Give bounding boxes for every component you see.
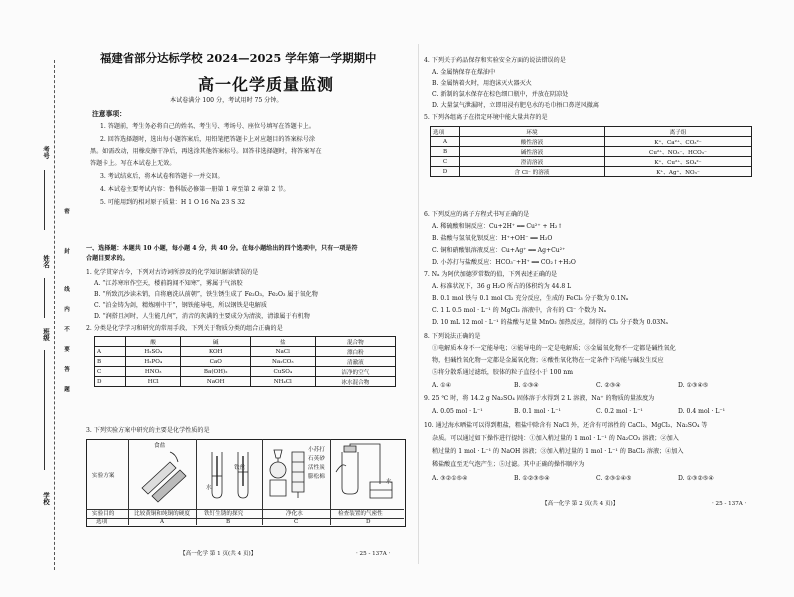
page-separator xyxy=(418,44,419,564)
experiment-a-illustration xyxy=(136,442,192,506)
question-6-option: D. 小苏打与盐酸反应：HCO₃⁻+H⁺ ══ CO₂↑+H₂O xyxy=(432,259,576,266)
paper-code: · 25 - 137A · xyxy=(712,501,747,507)
page-footer: 【高一化学 第 2 页(共 4 页)】 xyxy=(542,501,619,507)
exam-title: 福建省部分达标学校 2024—2025 学年第一学期期中 xyxy=(100,51,377,65)
question-1-option: A. “江苏寒帘作空天，楼前韵闻不知寒”，雾属于气溶胶 xyxy=(94,280,243,287)
experiment-option: D xyxy=(366,519,371,525)
question-1-option: C. “泊金铸为剑，精炼刚中干”，钢铁能导电，所以钢铁是电解质 xyxy=(94,302,267,309)
table-cell: 酸性溶液 xyxy=(460,137,605,147)
table-cell: 碱性溶液 xyxy=(460,147,605,157)
table-cell: 清澈液 xyxy=(315,357,395,367)
table-cell: K⁺、Ca²⁺、CO₃²⁻ xyxy=(605,137,752,147)
table-cell: D xyxy=(431,167,460,177)
seal-char: 要 xyxy=(63,346,69,352)
lab-label: 食盐 xyxy=(154,443,166,449)
question-6-option: A. 稀硫酸和铜反应：Cu+2H⁺ ══ Cu²⁺ + H₂↑ xyxy=(432,223,563,230)
lab-label: 水 xyxy=(386,479,392,485)
question-4-stem: 4. 下列关于药品保存和实验安全方面的说法错误的是 xyxy=(424,57,566,64)
table-cell: H₂SO₄ xyxy=(126,347,181,357)
table-cell: 酸 xyxy=(126,337,181,347)
table-cell: B xyxy=(95,357,126,367)
question-7-option: D. 10 mL 12 mol · L⁻¹ 的盐酸与足量 MnO₂ 加热反应，制得的 Cl₂ 分子数为 0.03Nₐ xyxy=(432,319,668,326)
question-8-option: B. ①③④ xyxy=(514,382,539,389)
table-cell: CuSO₄ xyxy=(250,367,315,377)
question-9-option: D. 0.4 mol · L⁻¹ xyxy=(678,408,726,415)
question-9-option: B. 0.1 mol · L⁻¹ xyxy=(514,408,561,415)
question-10-stem: 杂质。可以通过如下操作进行提纯：①加入稍过量的 1 mol · L⁻¹ 的 Na₂CO₃ 溶液；②加入 xyxy=(432,435,679,442)
question-7-option: C. 1 L 0.5 mol · L⁻¹ 的 MgCl₂ 溶液中，含有的 Cl⁻ 个数为 Nₐ xyxy=(432,307,607,314)
table-cell: NaCl xyxy=(250,347,315,357)
question-10-option: D. ①③②⑤④ xyxy=(678,475,714,482)
table-cell: Ba(OH)₂ xyxy=(181,367,250,377)
gutter-label-school: 学校 xyxy=(42,492,50,505)
table-rule xyxy=(196,439,197,525)
table-rule xyxy=(330,439,331,525)
table-cell: HNO₃ xyxy=(126,367,181,377)
question-10-stem: 10. 通过海水晒盐可以得到粗盐，粗盐中除含有 NaCl 外，还含有可溶性的 CaCl₂、MgCl₂、Na₂SO₄ 等 xyxy=(424,422,708,429)
question-6-stem: 6. 下列反应的离子方程式书写正确的是 xyxy=(424,211,530,218)
note-line: 1. 答题前，考生务必将自己的姓名、考生号、考场号、座位号填写在答题卡上。 xyxy=(100,123,315,130)
table-cell: NaOH xyxy=(181,377,250,387)
question-9-option: C. 0.2 mol · L⁻¹ xyxy=(596,408,643,415)
table-cell: 澄清溶液 xyxy=(460,157,605,167)
table-rule xyxy=(262,439,263,525)
question-8-statement: ①电解质本身不一定能导电；②能导电的一定是电解质；③金属氧化物不一定都是碱性氧化 xyxy=(432,345,676,352)
experiment-option: C xyxy=(294,519,299,525)
page-1 xyxy=(86,44,414,564)
row-label: 实验方案 xyxy=(92,473,115,479)
question-4-option: D. 大量氯气泄漏时，立即用浸有肥皂水的毛巾捂口鼻逆风撤离 xyxy=(432,102,599,109)
question-1-option: D. “润搭且河时，人生能几何”，消音的灰满的主要成分为清淡，清漆属于有机物 xyxy=(94,313,310,320)
table-cell: 漂白粉 xyxy=(315,347,395,357)
question-5-table xyxy=(430,126,752,177)
lab-label: 活性炭 xyxy=(308,465,325,471)
binding-gutter xyxy=(0,0,80,597)
question-10-stem: 稍过量的 1 mol · L⁻¹ 的 NaOH 溶液；③加入稍过量的 1 mol · L⁻¹ 的 BaCl₂ 溶液；④加入 xyxy=(432,448,684,455)
note-line: 4. 本试卷主要考试内容：鲁科版必修第一册第 1 章至第 2 章第 2 节。 xyxy=(100,186,290,193)
question-10-stem: 稀盐酸直至无气泡产生；⑤过滤。其中正确的操作顺序为 xyxy=(432,461,585,468)
question-8-option: D. ①③④⑤ xyxy=(678,382,709,389)
table-cell: B xyxy=(431,147,460,157)
question-8-option: A. ①④ xyxy=(432,382,452,389)
question-8-statement: 物，但碱性氧化物一定都是金属氧化物；④酸性氧化物在一定条件下均能与碱发生反应 xyxy=(432,357,664,364)
note-line: 5. 可能用到的相对原子质量：H 1 O 16 Na 23 S 32 xyxy=(100,199,246,206)
table-cell: KOH xyxy=(181,347,250,357)
table-cell: D xyxy=(95,377,126,387)
table-rule xyxy=(128,439,129,525)
seal-char: 线 xyxy=(63,286,69,292)
question-8-statement: ⑤将分散系通过滤纸，胶体的粒子直径小于 100 nm xyxy=(432,369,573,376)
seal-char: 不 xyxy=(63,326,69,332)
lab-label: 膨松棉 xyxy=(308,474,325,480)
seal-char: 答 xyxy=(63,366,69,372)
table-cell: A xyxy=(95,347,126,357)
notes-heading: 注意事项： xyxy=(92,110,126,118)
table-row xyxy=(431,137,752,147)
question-7-stem: 7. Nₐ 为阿伏加德罗常数的值，下列表述正确的是 xyxy=(424,271,558,278)
seal-dashed-line xyxy=(54,60,55,570)
table-cell: K⁺、Cu²⁺、SO₄²⁻ xyxy=(605,157,752,167)
question-10-option: C. ②③①④⑤ xyxy=(596,475,632,482)
section-heading: 合题目要求的。 xyxy=(86,255,129,262)
seal-char: 内 xyxy=(63,306,69,312)
table-cell: A xyxy=(431,137,460,147)
question-9-option: A. 0.05 mol · L⁻¹ xyxy=(432,408,483,415)
table-cell: C xyxy=(431,157,460,167)
table-row xyxy=(95,377,396,387)
table-cell: C xyxy=(95,367,126,377)
table-row xyxy=(95,347,396,357)
table-cell: Cu²⁺、NO₃⁻、HCO₃⁻ xyxy=(605,147,752,157)
note-line: 答题卡上。写在本试卷上无效。 xyxy=(90,160,176,167)
table-cell: H₂PO₄ xyxy=(126,357,181,367)
table-cell: Na₂CO₃ xyxy=(250,357,315,367)
table-cell: 选项 xyxy=(431,127,460,137)
table-header-row xyxy=(431,127,752,137)
table-row xyxy=(431,167,752,177)
table-cell xyxy=(95,337,126,347)
question-10-option: B. ①②③⑤④ xyxy=(514,475,550,482)
table-cell: HCl xyxy=(126,377,181,387)
seal-char: 题 xyxy=(63,386,69,392)
section-heading: 一、选择题：本题共 10 小题，每小题 4 分，共 40 分。在每小题给出的四个选项中，只有一项是符 xyxy=(86,245,358,252)
seal-char: 密 xyxy=(63,208,69,214)
table-cell: 洁净的空气 xyxy=(315,367,395,377)
experiment-purpose: 铁钉生锈的探究 xyxy=(204,511,244,517)
question-8-option: C. ②③④ xyxy=(596,382,621,389)
gutter-label-name: 姓名 xyxy=(42,255,50,268)
table-row xyxy=(431,157,752,167)
seal-char: 封 xyxy=(63,248,69,254)
table-cell: 碱 xyxy=(181,337,250,347)
table-cell: 冰水混合物 xyxy=(315,377,395,387)
experiment-purpose: 比较黄铜和纯铜的硬度 xyxy=(134,511,190,517)
table-cell: 混合物 xyxy=(315,337,395,347)
question-7-option: A. 标准状况下，36 g H₂O 所占的体积约为 44.8 L xyxy=(432,283,572,290)
experiment-option: B xyxy=(226,519,231,525)
question-5-stem: 5. 下列各组离子在指定环境中能大量共存的是 xyxy=(424,114,548,121)
question-6-option: B. 盐酸与氢氧化钡反应：H⁺+OH⁻ ══ H₂O xyxy=(432,235,553,242)
question-4-option: B. 金属钠着火时，用泡沫灭火器灭火 xyxy=(432,80,532,87)
question-3-stem: 3. 下列实验方案中研究的主要是化学性质的是 xyxy=(86,427,210,434)
question-4-option: A. 金属钠保存在煤油中 xyxy=(432,69,496,76)
lab-label: 石英砂 xyxy=(308,456,325,462)
note-line: 黑。如需改动，用橡皮擦干净后，再选涂其他答案标号。回答非选择题时，将答案写在 xyxy=(90,148,322,155)
gutter-label-exam-number: 考号 xyxy=(42,146,50,159)
table-row xyxy=(95,367,396,377)
question-2-stem: 2. 分类是化学学习和研究的常用手段，下列关于物质分类的组合正确的是 xyxy=(86,325,283,332)
lab-label: 小苏打 xyxy=(308,447,325,453)
page-footer: 【高一化学 第 1 页(共 4 页)】 xyxy=(180,551,257,557)
experiment-option: A xyxy=(160,519,165,525)
experiment-purpose: 检查装置的气密性 xyxy=(338,511,383,517)
page-2 xyxy=(424,44,774,564)
table-cell: CaO xyxy=(181,357,250,367)
question-2-table xyxy=(94,336,396,387)
gutter-label-class: 班级 xyxy=(42,328,50,341)
experiment-purpose: 净化水 xyxy=(286,511,303,517)
experiment-d-illustration xyxy=(334,442,402,506)
table-cell: 离子组 xyxy=(605,127,752,137)
note-line: 2. 回答选择题时，选出每小题答案后，用铅笔把答题卡上对应题目的答案标号涂 xyxy=(100,136,315,143)
table-cell: 含 Cl⁻ 的溶液 xyxy=(460,167,605,177)
experiment-b-illustration xyxy=(200,442,260,506)
question-4-option: C. 新制的氯水保存在棕色细口瓶中，并放在阴凉处 xyxy=(432,91,569,98)
lab-label: 水 xyxy=(206,485,212,491)
table-row xyxy=(95,357,396,367)
row-label: 选项 xyxy=(96,519,108,525)
row-label: 实验目的 xyxy=(92,511,115,517)
paper-code: · 25 - 137A · xyxy=(356,551,391,557)
question-7-option: B. 0.1 mol 铁与 0.1 mol Cl₂ 充分反应，生成的 FeCl₃ 分子数为 0.1Nₐ xyxy=(432,295,629,302)
question-9-stem: 9. 25 ℃ 时，将 14.2 g Na₂SO₄ 固体溶于水得到 2 L 溶液，Na⁺ 的物质的量浓度为 xyxy=(424,395,655,402)
question-6-option: C. 铜和硝酸银溶液反应：Cu+Ag⁺ ══ Ag+Cu²⁺ xyxy=(432,247,566,254)
question-1-option: B. “所致沉沙读未销，自将磨洗认前朝”，铁生锈生成了 Fe₂O₃，Fe₂O₃ 属于氧化物 xyxy=(94,291,318,298)
exam-subtitle: 高一化学质量监测 xyxy=(198,75,335,94)
table-cell: 环境 xyxy=(460,127,605,137)
question-8-stem: 8. 下列说法正确的是 xyxy=(424,333,481,340)
question-1-stem: 1. 化学贯穿古今，下列对古诗词所涉及的化学知识解读错误的是 xyxy=(86,269,259,276)
question-10-option: A. ③②①⑤④ xyxy=(432,475,468,482)
exam-info: 本试卷满分 100 分，考试用时 75 分钟。 xyxy=(170,97,283,104)
class-line xyxy=(44,350,45,470)
lab-label: 铁丝 xyxy=(234,465,246,471)
table-cell: K⁺、Ag⁺、NO₃⁻ xyxy=(605,167,752,177)
note-line: 3. 考试结束后，将本试卷和答题卡一并交回。 xyxy=(100,173,224,180)
exam-number-line xyxy=(44,170,45,230)
table-cell: 盐 xyxy=(250,337,315,347)
table-cell: NH₄Cl xyxy=(250,377,315,387)
table-row xyxy=(431,147,752,157)
name-line xyxy=(44,278,45,318)
table-header-row xyxy=(95,337,396,347)
